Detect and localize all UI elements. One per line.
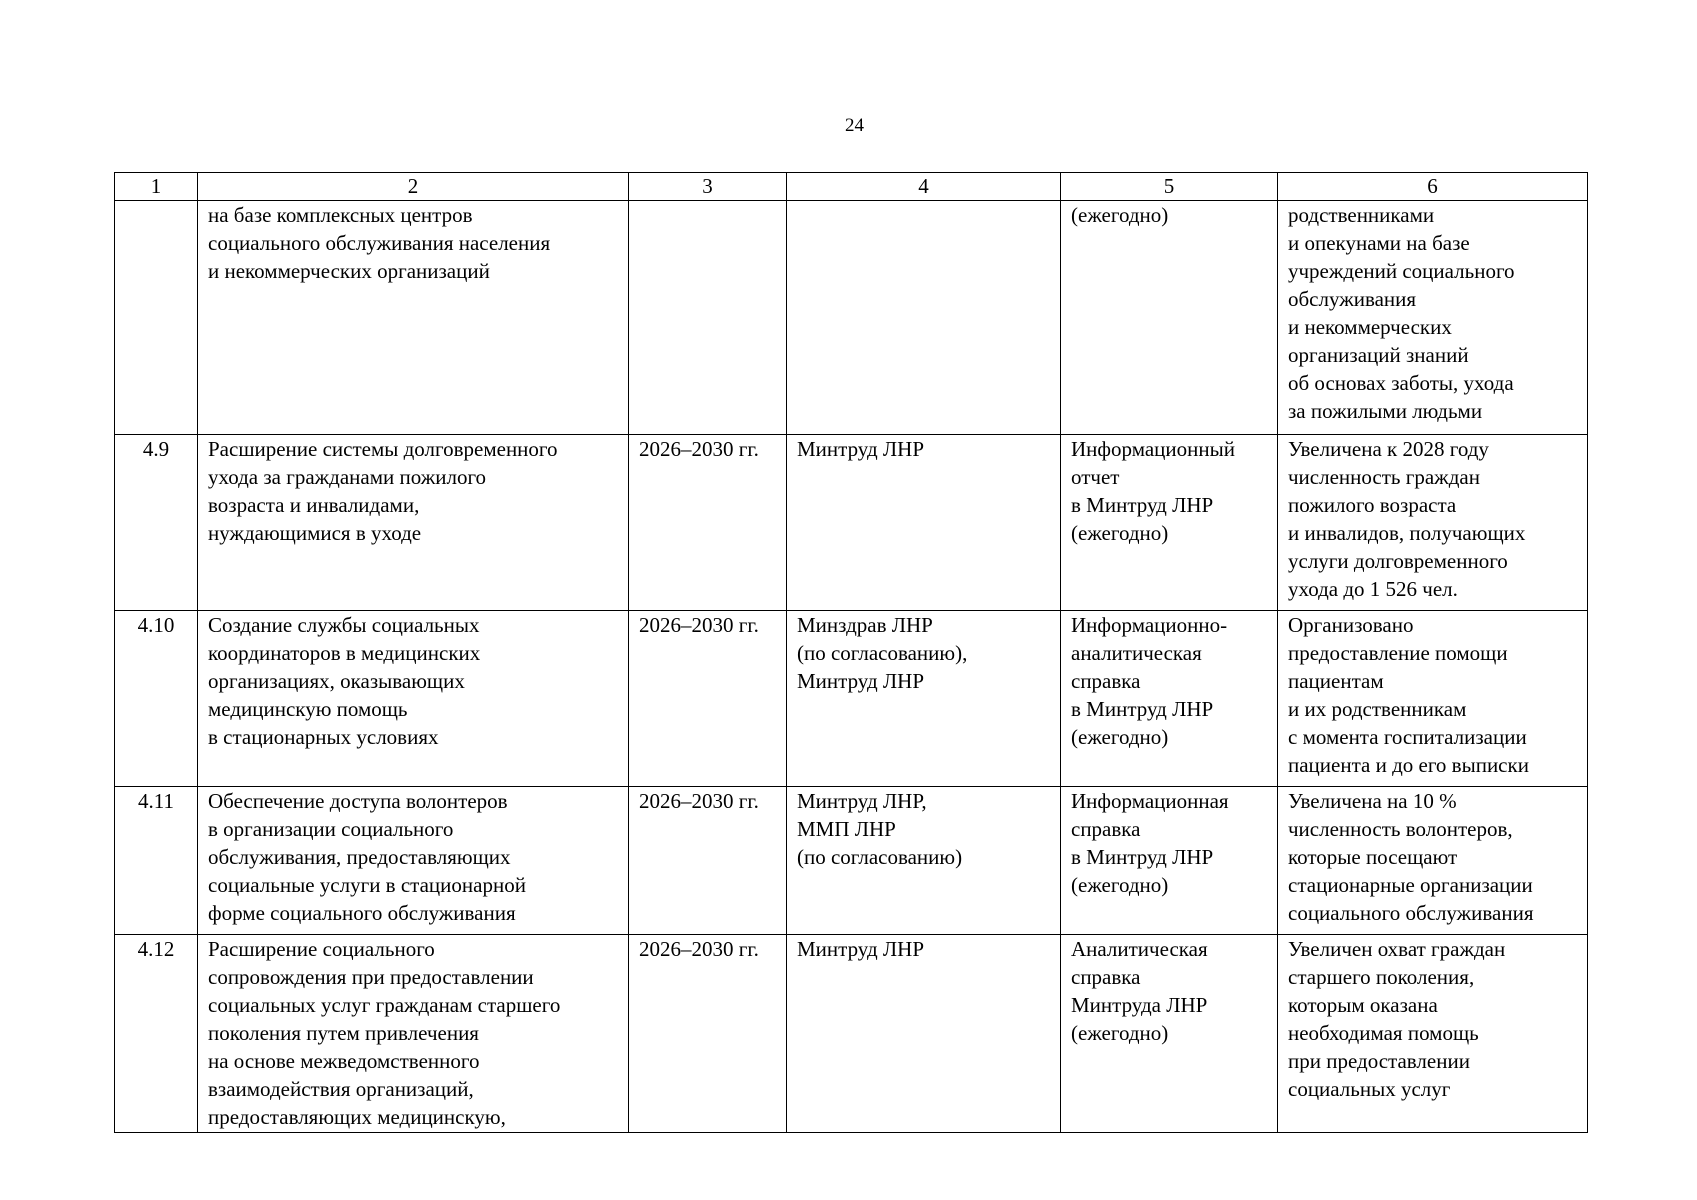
cell-line: в Минтруд ЛНР <box>1071 845 1214 869</box>
cell-line: социальных услуг гражданам старшего <box>208 993 561 1017</box>
expected-result-cell <box>1278 435 1588 611</box>
period-cell <box>629 201 787 435</box>
cell-line: организаций знаний <box>1288 343 1469 367</box>
cell-line: Минтруд ЛНР <box>797 937 925 961</box>
page-number-text: 24 <box>845 115 864 136</box>
event-cell <box>198 611 629 787</box>
report-form-cell <box>1061 935 1278 1133</box>
cell-line: поколения путем привлечения <box>208 1021 479 1045</box>
cell-line: при предоставлении <box>1288 1049 1470 1073</box>
period-cell <box>629 787 787 935</box>
cell-line: стационарные организации <box>1288 873 1533 897</box>
table-row <box>115 787 1588 935</box>
header-cell-4: 4 <box>787 173 1061 201</box>
executor-cell <box>787 201 1061 435</box>
cell-text: 4.10 <box>137 613 175 637</box>
cell-line: (ежегодно) <box>1071 873 1169 897</box>
cell-line: в стационарных условиях <box>208 725 439 749</box>
cell-line: услуги долговременного <box>1288 549 1508 573</box>
cell-line: Создание службы социальных <box>208 613 480 637</box>
header-cell-2: 2 <box>198 173 629 201</box>
cell-line: ММП ЛНР <box>797 817 896 841</box>
cell-content <box>208 935 618 1131</box>
cell-line: нуждающимися в уходе <box>208 521 422 545</box>
cell-line: Информационно- <box>1071 613 1228 637</box>
event-cell <box>198 201 629 435</box>
cell-content <box>125 935 187 1131</box>
cell-line: Минтруд ЛНР, <box>797 789 927 813</box>
cell-line: социальные услуги в стационарной <box>208 873 526 897</box>
table-row <box>115 435 1588 611</box>
period-cell <box>629 611 787 787</box>
cell-line: социального обслуживания населения <box>208 231 551 255</box>
cell-line: Увеличена к 2028 году <box>1288 437 1489 461</box>
cell-line: и опекунами на базе <box>1288 231 1470 255</box>
cell-line: на основе межведомственного <box>208 1049 480 1073</box>
cell-line: справка <box>1071 669 1141 693</box>
cell-line: Минздрав ЛНР <box>797 613 933 637</box>
cell-line: на базе комплексных центров <box>208 203 473 227</box>
expected-result-cell <box>1278 611 1588 787</box>
cell-line: предоставление помощи <box>1288 641 1508 665</box>
event-cell <box>198 435 629 611</box>
cell-line: справка <box>1071 965 1141 989</box>
expected-result-cell <box>1278 787 1588 935</box>
report-form-cell <box>1061 787 1278 935</box>
cell-line: Аналитическая <box>1071 937 1208 961</box>
cell-content <box>639 935 776 1131</box>
cell-line: и их родственникам <box>1288 697 1467 721</box>
cell-line: Информационная <box>1071 789 1229 813</box>
cell-line: в Минтруд ЛНР <box>1071 697 1214 721</box>
cell-line: организациях, оказывающих <box>208 669 465 693</box>
cell-line: пациентам <box>1288 669 1384 693</box>
cell-line: (ежегодно) <box>1071 725 1169 749</box>
cell-text: 2026–2030 гг. <box>639 789 759 813</box>
table-body <box>115 173 1588 1133</box>
cell-line: справка <box>1071 817 1141 841</box>
cell-line: численность граждан <box>1288 465 1480 489</box>
events-table <box>114 172 1588 1133</box>
cell-line: (по согласованию), <box>797 641 968 665</box>
report-form-cell <box>1061 435 1278 611</box>
cell-line: которым оказана <box>1288 993 1438 1017</box>
table-row <box>115 935 1588 1133</box>
cell-line: возраста и инвалидами, <box>208 493 420 517</box>
cell-line: и некоммерческих организаций <box>208 259 490 283</box>
cell-text: 4.11 <box>138 789 174 813</box>
cell-line: Минтруд ЛНР <box>797 437 925 461</box>
cell-line: численность волонтеров, <box>1288 817 1513 841</box>
cell-text: 4.12 <box>137 937 175 961</box>
header-cell-5: 5 <box>1061 173 1278 201</box>
cell-content <box>1288 935 1577 1131</box>
cell-line: ухода за гражданами пожилого <box>208 465 487 489</box>
cell-line: с момента госпитализации <box>1288 725 1527 749</box>
cell-line: Минтруда ЛНР <box>1071 993 1208 1017</box>
report-form-cell <box>1061 611 1278 787</box>
cell-line: Информационный <box>1071 437 1235 461</box>
cell-line: об основах заботы, ухода <box>1288 371 1514 395</box>
cell-content <box>797 935 1050 1131</box>
cell-line: Обеспечение доступа волонтеров <box>208 789 508 813</box>
cell-line: Расширение социального <box>208 937 435 961</box>
header-cell-1: 1 <box>115 173 198 201</box>
cell-line: (по согласованию) <box>797 845 963 869</box>
cell-line: (ежегодно) <box>1071 203 1169 227</box>
cell-line: необходимая помощь <box>1288 1021 1479 1045</box>
executor-cell <box>787 787 1061 935</box>
report-form-cell <box>1061 201 1278 435</box>
cell-content <box>1071 935 1267 1131</box>
table-header-row <box>115 173 1588 201</box>
period-cell <box>629 435 787 611</box>
cell-text: 2026–2030 гг. <box>639 613 759 637</box>
cell-line: форме социального обслуживания <box>208 901 516 925</box>
row-number-cell <box>115 611 198 787</box>
cell-line: Расширение системы долговременного <box>208 437 558 461</box>
cell-line: пожилого возраста <box>1288 493 1457 517</box>
row-number-cell <box>115 201 198 435</box>
cell-line: (ежегодно) <box>1071 1021 1169 1045</box>
cell-line: координаторов в медицинских <box>208 641 481 665</box>
cell-line: в организации социального <box>208 817 454 841</box>
cell-line: обслуживания <box>1288 287 1417 311</box>
header-cell-3: 3 <box>629 173 787 201</box>
cell-line: которые посещают <box>1288 845 1458 869</box>
executor-cell <box>787 935 1061 1133</box>
row-number-cell <box>115 435 198 611</box>
event-cell <box>198 787 629 935</box>
period-cell <box>629 935 787 1133</box>
cell-line: ухода до 1 526 чел. <box>1288 577 1458 601</box>
cell-text: 2026–2030 гг. <box>639 437 759 461</box>
cell-line: (ежегодно) <box>1071 521 1169 545</box>
cell-line: отчет <box>1071 465 1120 489</box>
cell-line: Организовано <box>1288 613 1414 637</box>
cell-text: 2026–2030 гг. <box>639 937 759 961</box>
page-number <box>0 114 1697 138</box>
cell-line: обслуживания, предоставляющих <box>208 845 511 869</box>
cell-line: родственниками <box>1288 203 1435 227</box>
cell-line: и некоммерческих <box>1288 315 1452 339</box>
executor-cell <box>787 435 1061 611</box>
cell-line: сопровождения при предоставлении <box>208 965 534 989</box>
cell-line: медицинскую помощь <box>208 697 408 721</box>
cell-line: предоставляющих медицинскую, <box>208 1105 506 1129</box>
cell-line: пациента и до его выписки <box>1288 753 1529 777</box>
cell-line: старшего поколения, <box>1288 965 1475 989</box>
cell-line: социального обслуживания <box>1288 901 1534 925</box>
cell-line: социальных услуг <box>1288 1077 1451 1101</box>
cell-text: 4.9 <box>142 437 170 461</box>
expected-result-cell <box>1278 201 1588 435</box>
expected-result-cell <box>1278 935 1588 1133</box>
cell-line: аналитическая <box>1071 641 1202 665</box>
row-number-cell <box>115 935 198 1133</box>
cell-line: и инвалидов, получающих <box>1288 521 1526 545</box>
row-number-cell <box>115 787 198 935</box>
cell-line: Минтруд ЛНР <box>797 669 925 693</box>
cell-line: Увеличен охват граждан <box>1288 937 1506 961</box>
event-cell <box>198 935 629 1133</box>
cell-line: учреждений социального <box>1288 259 1515 283</box>
header-cell-6: 6 <box>1278 173 1588 201</box>
cell-line: за пожилыми людьми <box>1288 399 1483 423</box>
executor-cell <box>787 611 1061 787</box>
cell-line: взаимодействия организаций, <box>208 1077 474 1101</box>
table-row <box>115 611 1588 787</box>
cell-line: в Минтруд ЛНР <box>1071 493 1214 517</box>
table-row <box>115 201 1588 435</box>
cell-line: Увеличена на 10 % <box>1288 789 1457 813</box>
